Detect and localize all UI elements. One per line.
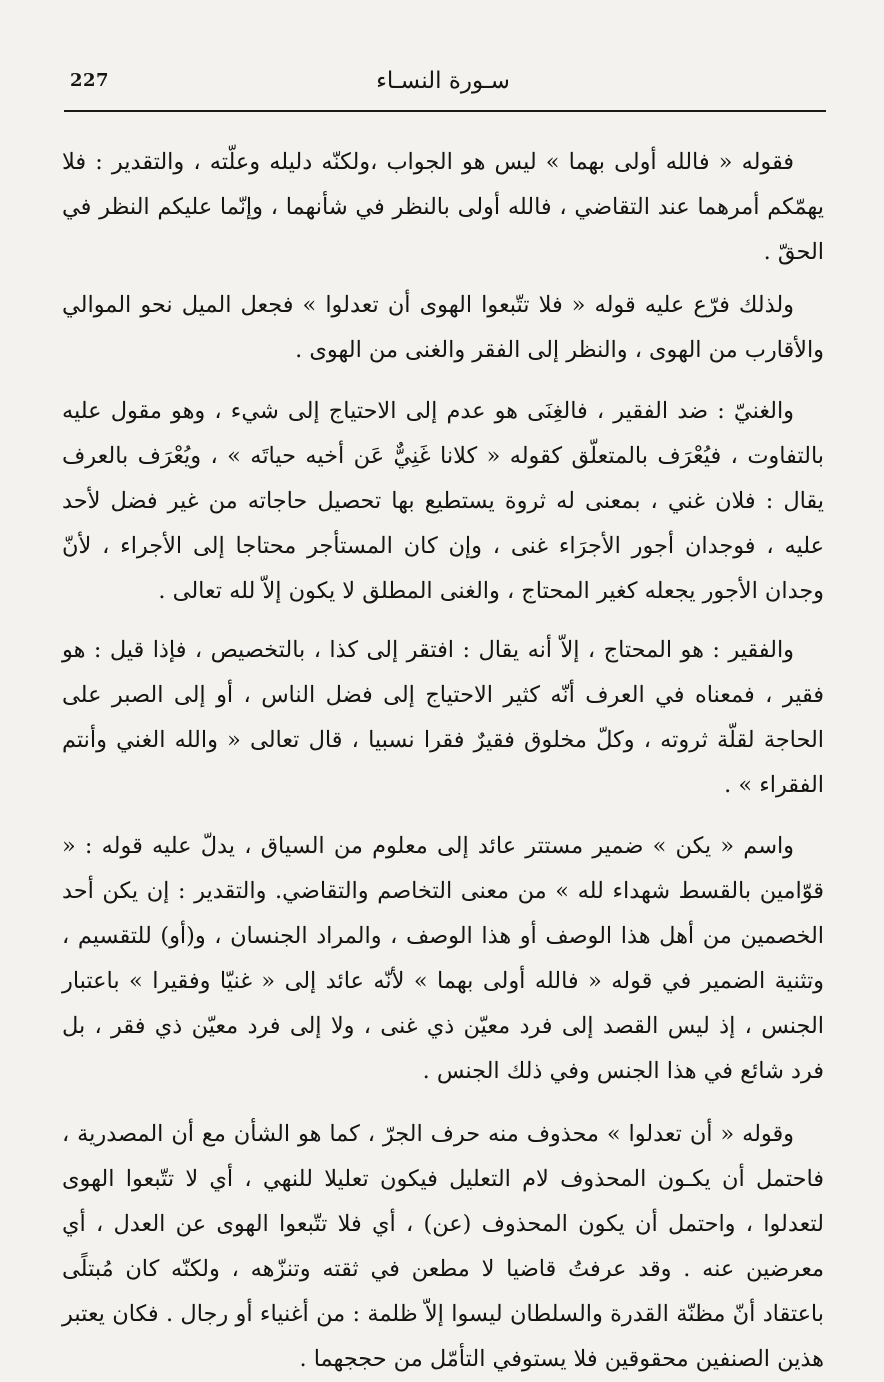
- paragraph: والغنيّ : ضد الفقير ، فالغِنَى هو عدم إلى الاحتياج إلى شيء ، وهو مقول عليه بالتفاوت ، فيُعْرَف بالمتعلّق كقوله « كلانا غَنِيٌّ عَن أخيه حياتَه » ، ويُعْرَف بالعرف يقال : فلان غني ، بمعنى له ثروة يستطيع بها تحصيل حاجاته من غير فضل لأحد عليه ، فوجدان أجور الأجرَاء غنى ، وإن كان المستأجر محتاجا إلى الأجراء ، لأنّ وجدان الأجور يجعله كغير المحتاج ، والغنى المطلق لا يكون إلاّ لله تعالى .: [62, 398, 824, 604]
- page-number: 227: [70, 70, 110, 91]
- paragraph: ولذلك فرّع عليه قوله « فلا تتّبعوا الهوى أن تعدلوا » فجعل الميل نحو الموالي والأقارب من الهوى ، والنظر إلى الفقر والغنى من الهوى .: [62, 292, 824, 363]
- surah-title: سـورة النسـاء: [376, 68, 510, 94]
- paragraph: واسم « يكن » ضمير مستتر عائد إلى معلوم من السياق ، يدلّ عليه قوله : « قوّامين بالقسط شهداء لله » من معنى التخاصم والتقاضي. والتقدير : إن يكن أحد الخصمين من أهل هذا الوصف أو هذا الوصف ، والمراد الجنسان ، و(أو) للتقسيم ، وتثنية الضمير في قوله « فالله أولى بهما » لأنّه عائد إلى « غنيّا وفقيرا » باعتبار الجنس ، إذ ليس القصد إلى فرد معيّن ذي غنى ، ولا إلى فرد معيّن ذي فقر ، بل فرد شائع في هذا الجنس وفي ذلك الجنس .: [62, 833, 824, 1084]
- running-head: [68, 62, 818, 102]
- paragraph: والفقير : هو المحتاج ، إلاّ أنه يقال : افتقر إلى كذا ، بالتخصيص ، فإذا قيل : هو فقير ، فمعناه في العرف أنّه كثير الاحتياج إلى فضل الناس ، أو إلى الصبر على الحاجة لقلّة ثروته ، وكلّ مخلوق فقيرٌ فقرا نسبيا ، قال تعالى « والله الغني وأنتم الفقراء » .: [62, 637, 824, 798]
- header-rule: [64, 110, 826, 112]
- body-text: [62, 140, 824, 1382]
- paragraph: وقوله « أن تعدلوا » محذوف منه حرف الجرّ ، كما هو الشأن مع أن المصدرية ، فاحتمل أن يكـون المحذوف لام التعليل فيكون تعليلا للنهي ، أي لا تتّبعوا الهوى لتعدلوا ، واحتمل أن يكون المحذوف (عن) ، أي فلا تتّبعوا الهوى عن العدل ، أي معرضين عنه . وقد عرفتُ قاضيا لا مطعن في ثقته وتنزّهه ، ولكنّه كان مُبتلًى باعتقاد أنّ مظنّة القدرة والسلطان ليسوا إلاّ ظلمة : من أغنياء أو رجال . فكان يعتبر هذين الصنفين محقوقين فلا يستوفي التأمّل من حججهما .: [62, 1121, 824, 1372]
- paragraph: فقوله « فالله أولى بهما » ليس هو الجواب ،ولكنّه دليله وعلّته ، والتقدير : فلا يهمّكم أمرهما عند التقاضي ، فالله أولى بالنظر في شأنهما ، وإنّما عليكم النظر في الحقّ .: [62, 149, 824, 265]
